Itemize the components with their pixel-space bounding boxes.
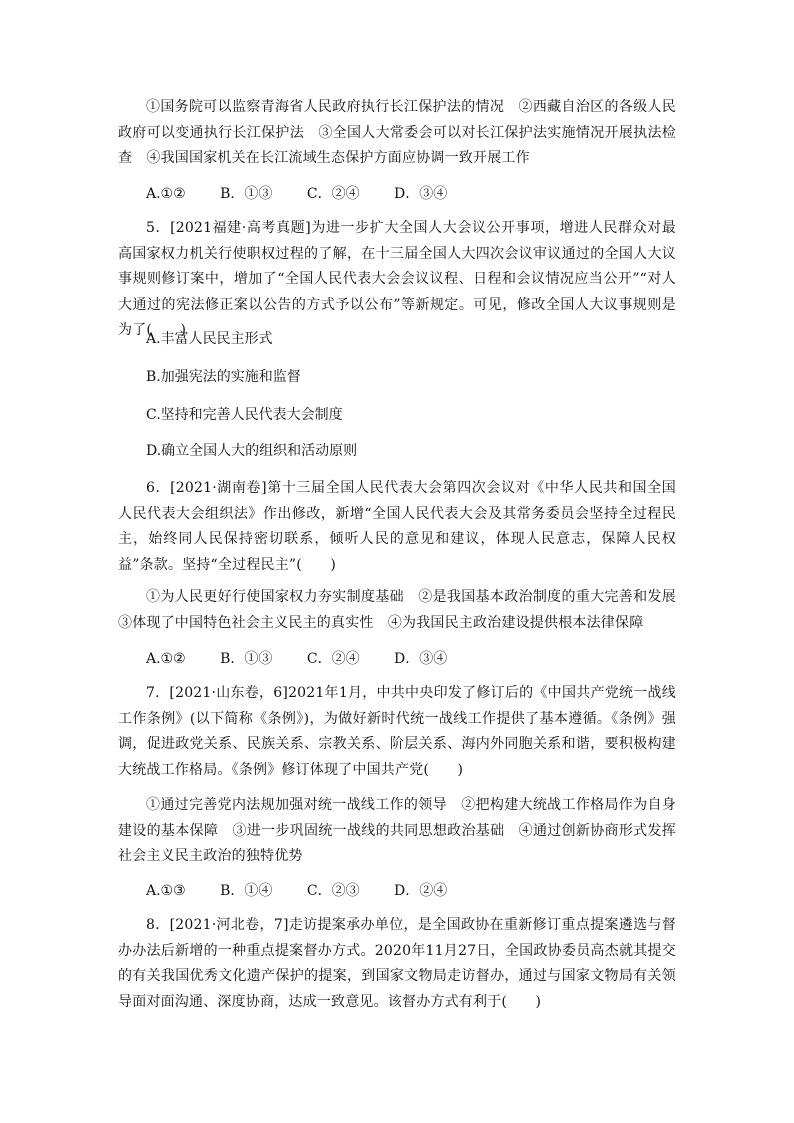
q5-option-c: C.坚持和完善人民代表大会制度 bbox=[146, 407, 343, 423]
q6-stem: 6．[2021·湖南卷]第十三届全国人民代表大会第四次会议对《中华人民共和国全国人民代表大会组织法》作出修改，新增“全国人民代表大会及其常务委员会坚持全过程民主，始终同人民保持密切联系，倾听人民的意见和建议，体现人民意志，保障人民权益”条款。坚持“全过程民主”( ) bbox=[118, 480, 676, 573]
q6-choice-d: D．③④ bbox=[394, 651, 448, 667]
q5-option-b: B.加强宪法的实施和监督 bbox=[146, 369, 301, 385]
q7-statements: ①通过完善党内法规加强对统一战线工作的领导 ②把构建大统战工作格局作为自身建设的基本保障 ③进一步巩固统一战线的共同思想政治基础 ④通过创新协商形式发挥社会主义民主政治的独特优势 bbox=[118, 797, 676, 864]
q4-choice-a: A.①② bbox=[146, 186, 186, 202]
q6-choice-c: C．②④ bbox=[306, 651, 360, 667]
q4-statements: ①国务院可以监察青海省人民政府执行长江保护法的情况 ②西藏自治区的各级人民政府可以变通执行长江保护法 ③全国人大常委会可以对长江保护法实施情况开展执法检查 ④我国国家机关在长江流域生态保护方面应协调一致开展工作 bbox=[118, 99, 676, 166]
q8-stem: 8．[2021·河北卷，7]走访提案承办单位，是全国政协在重新修订重点提案遴选与督办办法后新增的一种重点提案督办方式。2020年11月27日，全国政协委员高杰就其提交的有关我国优秀文化遗产保护的提案，到国家文物局走访督办，通过与国家文物局有关领导面对面沟通、深度协商，达成一致意见。该督办方式有利于( ) bbox=[118, 917, 676, 1010]
q7-choices bbox=[146, 880, 473, 902]
q6-choice-b: B．①③ bbox=[220, 651, 273, 667]
q4-choices bbox=[146, 183, 473, 205]
q5-stem: 5．[2021福建·高考真题]为进一步扩大全国人大会议公开事项，增进人民群众对最高国家权力机关行使职权过程的了解，在十三届全国人大四次会议审议通过的全国人大议事规则修订案中，增加了“全国人民代表大会会议议程、日程和会议情况应当公开”“对人大通过的宪法修正案以公告的方式予以公布”等新规定。可见，修改全国人大议事规则是为了( ) bbox=[118, 220, 676, 338]
q6-choice-a: A.①② bbox=[146, 651, 186, 667]
q7-choice-c: C．②③ bbox=[306, 883, 360, 899]
q7-stem: 7．[2021·山东卷，6]2021年1月，中共中央印发了修订后的《中国共产党统一战线工作条例》(以下简称《条例》)，为做好新时代统一战线工作提供了基本遵循。《条例》强调，促进政党关系、民族关系、宗教关系、阶层关系、海内外同胞关系和谐，要积极构建大统战工作格局。《条例》修订体现了中国共产党( ) bbox=[118, 685, 676, 778]
q7-choice-a: A.①③ bbox=[146, 883, 186, 899]
q5-option-d: D.确立全国人大的组织和活动原则 bbox=[146, 443, 358, 459]
q5-option-a: A.丰富人民民主形式 bbox=[146, 331, 273, 347]
q6-choices bbox=[146, 648, 473, 670]
q7-choice-b: B．①④ bbox=[220, 883, 273, 899]
q6-statements: ①为人民更好行使国家权力夯实制度基础 ②是我国基本政治制度的重大完善和发展③体现了中国特色社会主义民主的真实性 ④为我国民主政治建设提供根本法律保障 bbox=[118, 589, 676, 631]
q4-choice-c: C．②④ bbox=[306, 186, 360, 202]
q4-choice-d: D．③④ bbox=[394, 186, 448, 202]
q7-choice-d: D．②④ bbox=[394, 883, 448, 899]
q4-choice-b: B．①③ bbox=[220, 186, 273, 202]
